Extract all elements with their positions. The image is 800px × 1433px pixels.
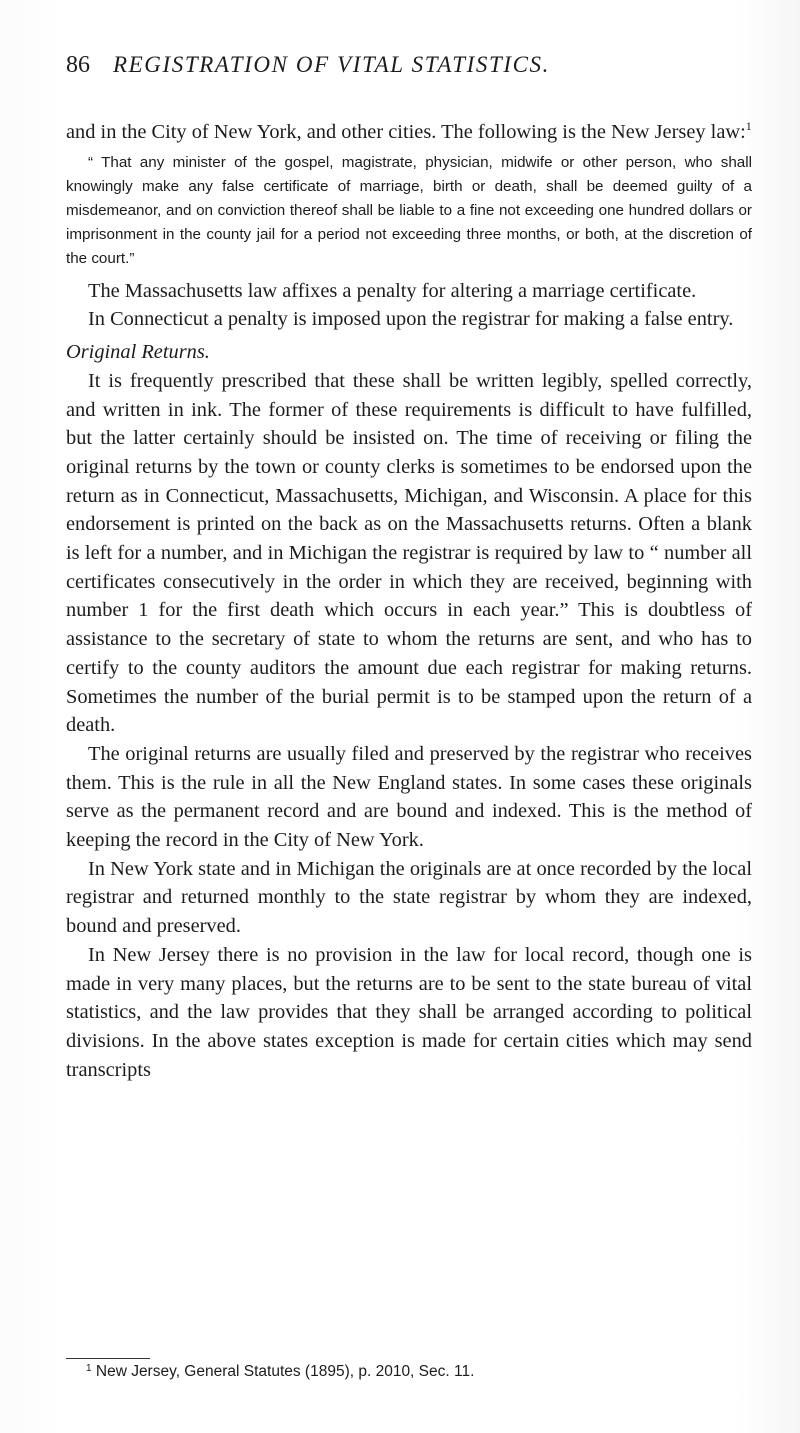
paragraph-original-returns: It is frequently prescribed that these shall be written legibly, spelled correctly, and written in ink. The former of these requirements is difficult to have fulfilled, but the latter certainly should be insisted on. The time of receiving or filing the original returns by the town or county clerks is sometimes to be endorsed upon the return as in Connecticut, Massachusetts, Michigan, and Wisconsin. A place for this endorsement is printed on the back as on the Massachusetts returns. Often a blank is left for a number, and in Michigan the registrar is required by law to “ number all certificates consecutively in the order in which they are received, beginning with number 1 for the first death which occurs in each year.” This is doubtless of assistance to the secretary of state to whom the returns are sent, and who has to certify to the county auditors the amount due each registrar for making returns. Sometimes the number of the burial permit is to be stamped upon the return of a death. xyxy=(66,369,752,737)
running-title: REGISTRATION OF VITAL STATISTICS. xyxy=(113,52,551,77)
paragraph-massachusetts: The Massachusetts law affixes a penalty for altering a marriage certificate. xyxy=(88,279,697,302)
section-subheading: Original Returns. xyxy=(66,341,210,364)
footnote-text: New Jersey, General Statutes (1895), p. 2010, Sec. 11. xyxy=(95,1363,475,1380)
intro-line-2: New Jersey law: xyxy=(611,121,746,143)
footnote-marker: 1 xyxy=(86,1363,92,1374)
page-header xyxy=(66,52,766,86)
footnote xyxy=(86,1362,474,1382)
body-text xyxy=(66,118,752,1084)
paragraph-filing: The original returns are usually filed and preserved by the registrar who receives them. This is the rule in all the New England states. In some cases these originals serve as the permanent record and are bound and indexed. This is the method of keeping the record in the City of New York. xyxy=(66,742,752,852)
intro-paragraph xyxy=(66,118,752,147)
paragraph-connecticut: In Connecticut a penalty is imposed upon the registrar for making a false entry. xyxy=(88,308,734,331)
page-number: 86 xyxy=(66,52,90,78)
footnote-divider xyxy=(66,1358,150,1359)
statute-quote: “ That any minister of the gospel, magistrate, physician, midwife or other person, who shall knowingly make any false certificate of marriage, birth or death, shall be deemed guilty of a misdemeanor, and on conviction thereof shall be liable to a fine not exceeding one hundred dollars or imprisonment in the county jail for a period not exceeding three months, or both, at the discretion of the court.” xyxy=(66,153,752,267)
paragraph-new-jersey: In New Jersey there is no provision in the law for local record, though one is made in very many places, but the returns are to be sent to the state bureau of vital statistics, and the law provides that they shall be arranged according to political divisions. In the above states exception is made for certain cities which may send transcripts xyxy=(66,943,752,1081)
intro-line-1: and in the City of New York, and other cities. The following is the xyxy=(66,121,606,143)
paragraph-new-york-michigan: In New York state and in Michigan the originals are at once recorded by the local registrar and returned monthly to the state registrar by whom they are indexed, bound and preserved. xyxy=(66,857,752,938)
footnote-reference: 1 xyxy=(745,119,752,133)
